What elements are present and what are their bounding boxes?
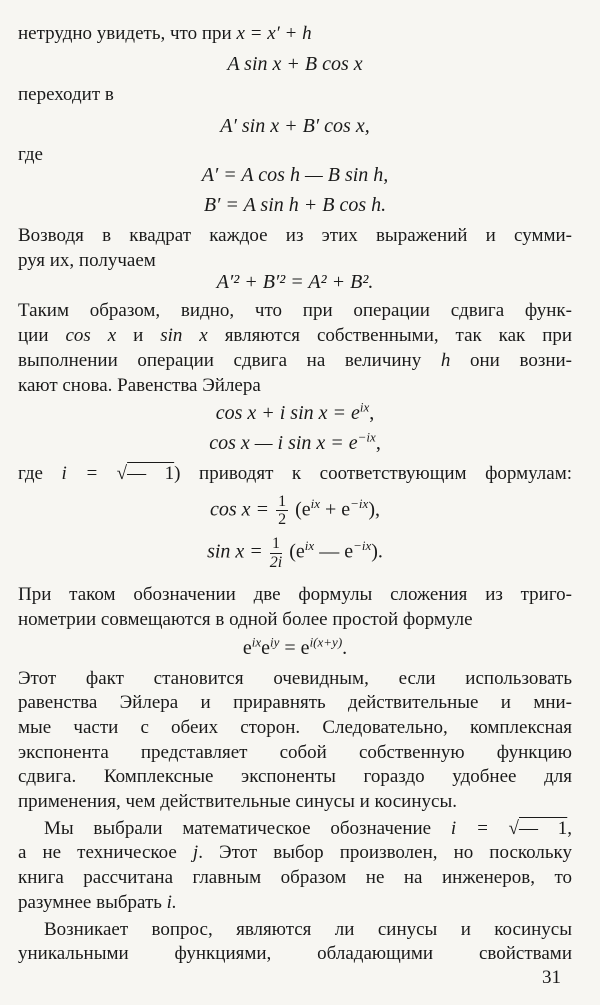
line-15 — [18, 716, 572, 741]
text-run: , — [567, 817, 573, 839]
numerator: 1 — [278, 492, 287, 510]
line-22 — [18, 891, 572, 916]
formula-sup: −ix — [357, 429, 376, 445]
formula-text: , — [369, 402, 375, 425]
formula-text: A′ sin x + B′ cos x, — [220, 115, 370, 138]
line-19 — [18, 817, 572, 842]
line-2 — [18, 83, 572, 108]
text-run: Таким образом, видно, что при операции сдвига функ- — [18, 300, 572, 322]
line-9 — [18, 374, 572, 399]
text-run: Возникает вопрос, являются ли синусы и косинусы — [44, 918, 572, 940]
formula-text: , — [375, 432, 381, 455]
line-6 — [18, 299, 572, 324]
text-run: они возни- — [470, 349, 572, 371]
line-13 — [18, 667, 572, 692]
text-run: являются собственными, так как при — [224, 325, 573, 347]
sqrt-symbol: √— 1 — [116, 463, 175, 485]
fraction — [276, 493, 288, 529]
line-10 — [18, 462, 572, 487]
sqrt-body: — 1 — [127, 463, 175, 485]
line-17 — [18, 765, 572, 790]
line-1 — [18, 22, 572, 47]
inline-formula-cos: cos x — [65, 325, 117, 347]
formula-text: ). — [371, 540, 383, 563]
formula-sup: i(x+y) — [309, 633, 343, 649]
text-run: кают снова. Равенства Эйлера — [18, 374, 261, 396]
formula-euler1 — [18, 400, 572, 426]
formula-text: A sin x + B cos x — [227, 52, 363, 75]
formula-sup: ix — [251, 633, 262, 649]
text-run: ) — [174, 463, 181, 485]
text-run: книга рассчитана главным образом не на инженеров, то — [18, 867, 572, 889]
formula-sup: −ix — [353, 538, 372, 554]
formula-text: = e — [279, 636, 310, 659]
formula-sup: ix — [304, 538, 315, 554]
formula-text: — e — [314, 540, 354, 563]
formula-text: B′ = A sin h + B cos h. — [203, 194, 387, 217]
line-8 — [18, 349, 572, 374]
sqrt-symbol: √— 1 — [508, 817, 568, 839]
line-20 — [18, 841, 572, 866]
text-run: где — [18, 463, 43, 485]
text-run: ции — [18, 325, 49, 347]
formula-bprime — [18, 192, 572, 218]
formula-text: (e — [289, 540, 305, 563]
formula-text: cos x = — [210, 498, 270, 521]
formula-text: cos x + i sin x = e — [215, 402, 360, 425]
formula-text: sin x = — [207, 540, 263, 563]
formula-text: A′² + B′² = A² + B². — [216, 271, 374, 294]
text-run: сдвига. Комплексные экспоненты гораздо удобнее для — [18, 766, 572, 788]
inline-formula-h: h — [440, 349, 451, 371]
formula-sup: −ix — [350, 495, 369, 511]
formula-sum-squares — [18, 269, 572, 295]
formula-text: e — [242, 636, 252, 659]
text-run: руя их, получаем — [18, 249, 156, 271]
formula-text: cos x — i sin x = e — [209, 432, 358, 455]
text-run: равенства Эйлера и приравнять действительные и мни- — [18, 692, 572, 714]
text-run: Возводя в квадрат каждое из этих выражений и сумми- — [18, 225, 572, 247]
sqrt-body: — 1 — [518, 817, 568, 839]
denominator: 2i — [269, 553, 283, 571]
formula-sin-exp — [18, 535, 572, 571]
line-24 — [18, 942, 572, 967]
fraction — [270, 535, 282, 571]
line-14 — [18, 691, 572, 716]
text-run: экспонента представляет собой собственную функцию — [18, 741, 572, 763]
text-run: переходит в — [18, 83, 114, 105]
page-number: 31 — [542, 967, 561, 988]
text-run: и — [133, 325, 144, 347]
numerator: 1 — [270, 535, 282, 554]
formula-text: e — [261, 636, 271, 659]
formula-text: . — [342, 636, 348, 659]
formula-expr1 — [18, 51, 572, 77]
formula-text: + e — [320, 498, 351, 521]
text-run: . Этот выбор произволен, но поскольку — [198, 842, 573, 864]
formula-sup: ix — [310, 495, 320, 511]
text-run: Этот факт становится очевидным, если использовать — [18, 667, 572, 689]
line-7 — [18, 324, 572, 349]
line-18 — [18, 790, 572, 815]
text-run: При таком обозначении две формулы сложения из триго- — [18, 584, 572, 606]
text-run: где — [18, 144, 43, 166]
text-run: а не техническое — [18, 842, 177, 864]
inline-formula-i: i = — [61, 463, 117, 485]
formula-text: (e — [295, 498, 311, 521]
text-run: нетрудно увидеть, что при — [18, 23, 232, 44]
text-run: выполнении операции сдвига на величину — [18, 349, 422, 371]
denominator: 2 — [278, 511, 287, 529]
inline-formula-j: j — [192, 842, 199, 864]
line-4 — [18, 224, 572, 249]
text-run: нометрии совмещаются в одной более простой формуле — [18, 608, 473, 630]
text-run: применения, чем действительные синусы и косинусы. — [18, 791, 457, 813]
line-23 — [18, 918, 572, 943]
text-run: приводят к соответствующим формулам: — [199, 463, 573, 485]
text-run: разумнее выбрать — [18, 891, 162, 913]
formula-euler2 — [18, 430, 572, 456]
line-12 — [18, 608, 572, 633]
formula-sup: ix — [359, 399, 370, 415]
formula-text: A′ = A cos h — B sin h, — [201, 164, 389, 187]
inline-formula-sin: sin x — [160, 325, 208, 347]
line-16 — [18, 741, 572, 766]
line-21 — [18, 866, 572, 891]
formula-product — [18, 635, 572, 661]
text-run: мые части с обеих сторон. Следовательно, комплексная — [18, 717, 572, 738]
formula-expr2 — [18, 113, 572, 139]
inline-formula-i: i. — [166, 891, 177, 913]
line-11 — [18, 583, 572, 608]
formula-sup: iy — [270, 633, 280, 649]
inline-formula-shift: x = x′ + h — [236, 23, 312, 44]
formula-cos-exp — [18, 493, 572, 529]
text-run: Мы выбрали математическое обозначение — [44, 817, 432, 839]
text-run: уникальными функциями, обладающими свойствами — [18, 943, 572, 965]
formula-text: ), — [368, 498, 380, 521]
inline-formula-i: i = — [450, 817, 509, 839]
formula-aprime — [18, 162, 572, 188]
